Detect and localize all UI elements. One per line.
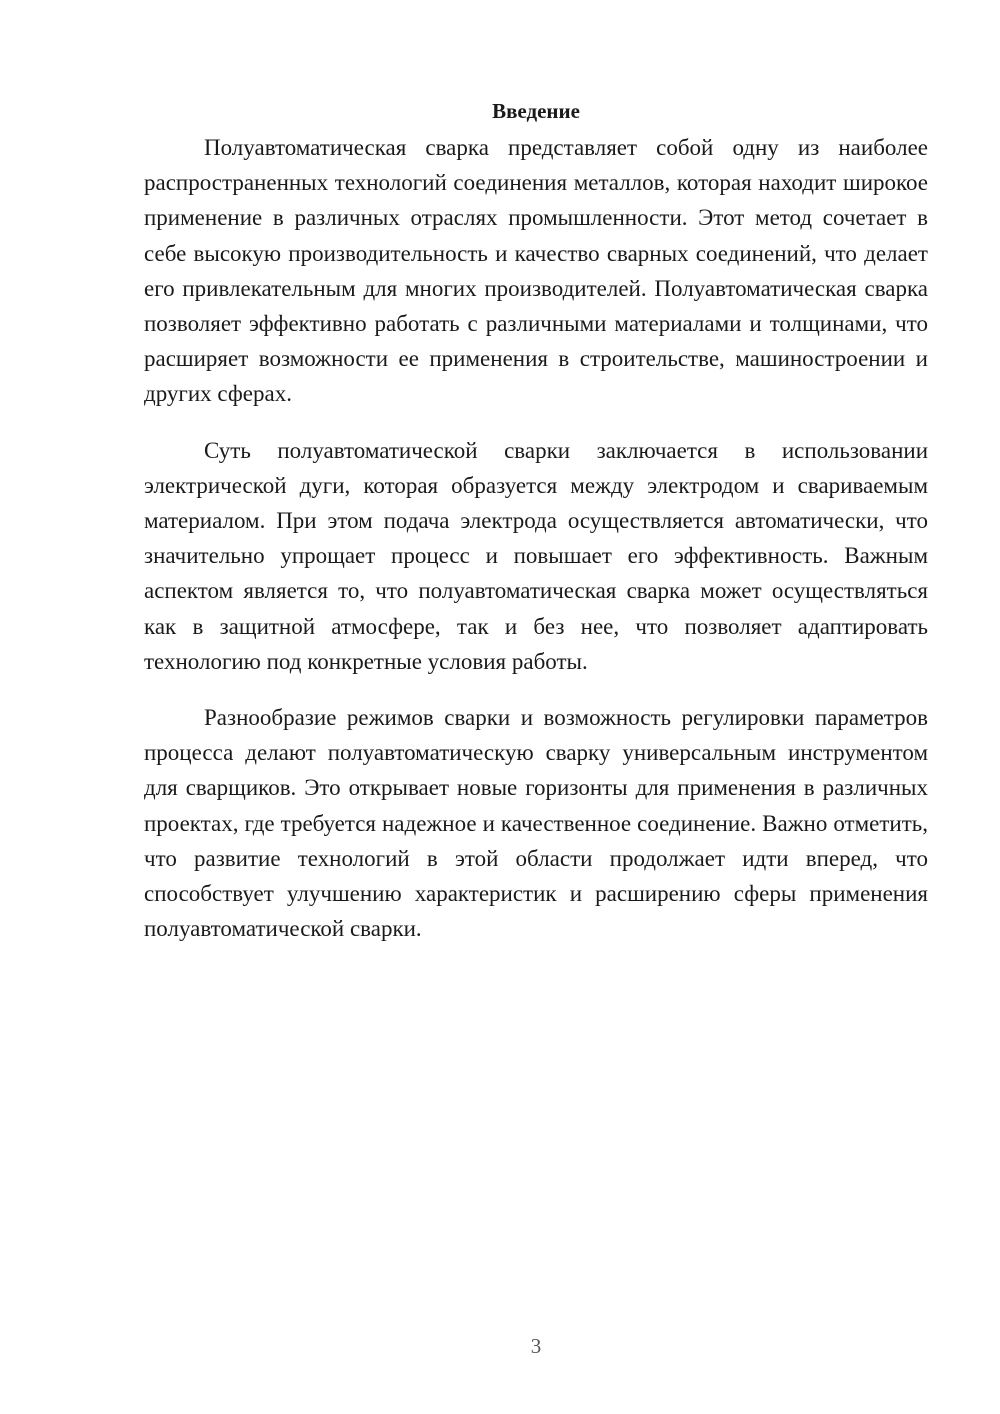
page-number: 3 [530, 1334, 542, 1358]
paragraph-3: Разнообразие режимов сварки и возможность регулировки параметров процесса делают полуавтоматическую сварку универсальным инструментом для сварщиков. Это открывает новые горизонты для применения в различных проектах, где требуется надежное и качественное соединение. Важно отметить, что развитие технологий в этой области продолжает идти вперед, что способствует улучшению характеристик и расширению сферы применения полуавтоматической сварки. [144, 705, 928, 942]
paragraph-2: Суть полуавтоматической сварки заключается в использовании электрической дуги, которая образуется между электродом и свариваемым материалом. При этом подача электрода осуществляется автоматически, что значительно упрощает процесс и повышает его эффективность. Важным аспектом является то, что полуавтоматическая сварка может осуществляться как в защитной атмосфере, так и без нее, что позволяет адаптировать технологию под конкретные условия работы. [144, 437, 928, 674]
page-content [144, 96, 928, 946]
paragraph-1: Полуавтоматическая сварка представляет собой одну из наиболее распространенных технологий соединения металлов, которая находит широкое применение в различных отраслях промышленности. Этот метод сочетает в себе высокую производительность и качество сварных соединений, что делает его привлекательным для многих производителей. Полуавтоматическая сварка позволяет эффективно работать с различными материалами и толщинами, что расширяет возможности ее применения в строительстве, машиностроении и других сферах. [144, 135, 928, 407]
section-title: Введение [492, 99, 580, 123]
